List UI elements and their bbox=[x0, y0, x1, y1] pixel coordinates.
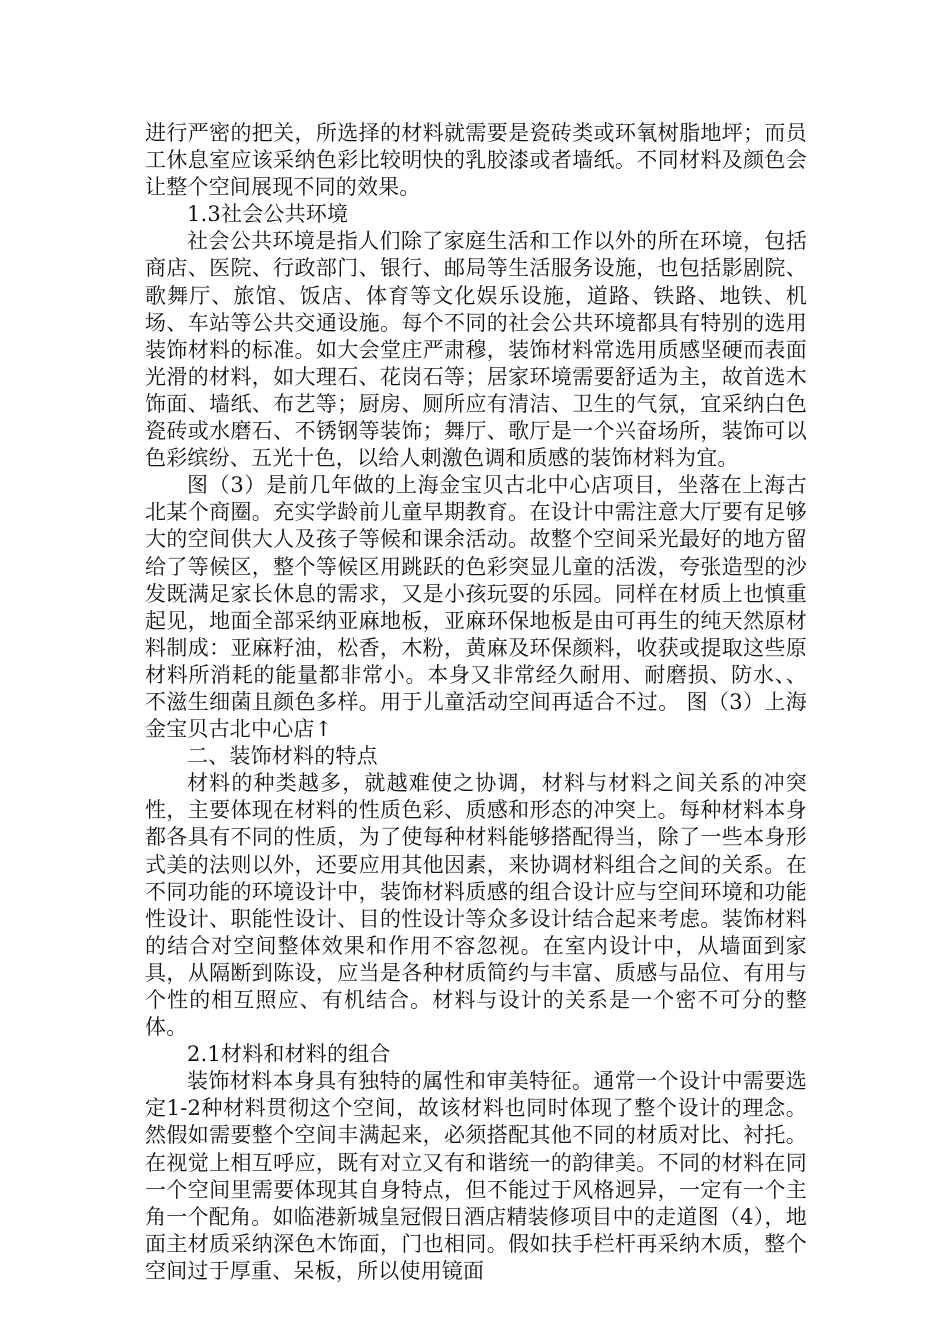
section-heading-1-3: 1.3社会公共环境 bbox=[187, 202, 349, 227]
section-heading-2-1: 2.1材料和材料的组合 bbox=[187, 1042, 391, 1067]
paragraph-public-environment: 社会公共环境是指人们除了家庭生活和工作以外的所在环境，包括商店、医院、行政部门、银行、邮局等生活服务设施，也包括影剧院、歌舞厅、旅馆、饭店、体育等文化娱乐设施，道路、铁路、地铁、机场、车站等公共交通设施。每个不同的社会公共环境都具有特别的选用装饰材料的标准。如大会堂庄严肃穆，装饰材料常选用质感坚硬而表面光滑的材料，如大理石、花岗石等；居家环境需要舒适为主，故首选木饰面、墙纸、布艺等；厨房、厕所应有清洁、卫生的气氛，宜采纳白色瓷砖或水磨石、不锈钢等装饰；舞厅、歌厅是一个兴奋场所，装饰可以色彩缤纷、五光十色，以给人刺激色调和质感的装饰材料为宜。 bbox=[145, 229, 807, 471]
document-body bbox=[145, 120, 807, 1285]
paragraph-material-combination: 装饰材料本身具有独特的属性和审美特征。通常一个设计中需要选定1-2种材料贯彻这个空间，故该材料也同时体现了整个设计的理念。然假如需要整个空间丰满起来，必须搭配其他不同的材质对比、衬托。在视觉上相互呼应，既有对立又有和谐统一的韵律美。不同的材料在同一个空间里需要体现其自身特点，但不能过于风格迥异，一定有一个主角一个配角。如临港新城皇冠假日酒店精装修项目中的走道图（4），地面主材质采纳深色木饰面，门也相同。假如扶手栏杆再采纳木质，整个空间过于厚重、呆板，所以使用镜面 bbox=[145, 1069, 807, 1283]
paragraph-gymboree-project: 图（3）是前几年做的上海金宝贝古北中心店项目，坐落在上海古北某个商圈。充实学龄前儿童早期教育。在设计中需注意大厅要有足够大的空间供大人及孩子等候和课余活动。故整个空间采光最好的地方留给了等候区，整个等候区用跳跃的色彩突显儿童的活泼，夸张造型的沙发既满足家长休息的需求，又是小孩玩耍的乐园。同样在材质上也慎重起见，地面全部采纳亚麻地板，亚麻环保地板是由可再生的纯天然原材料制成：亚麻籽油，松香，木粉，黄麻及环保颜料，收获或提取这些原材料所消耗的能量都非常小。本身又非常经久耐用、耐磨损、防水、、不滋生细菌且颜色多样。用于儿童活动空间再适合不过。 图（3）上海金宝贝古北中心店↑ bbox=[145, 473, 807, 742]
section-heading-2: 二、装饰材料的特点 bbox=[187, 744, 378, 769]
paragraph-office-materials: 进行严密的把关，所选择的材料就需要是瓷砖类或环氧树脂地坪；而员工休息室应该采纳色彩比较明快的乳胶漆或者墙纸。不同材料及颜色会让整个空间展现不同的效果。 bbox=[145, 121, 807, 200]
paragraph-material-features: 材料的种类越多，就越难使之协调，材料与材料之间关系的冲突性，主要体现在材料的性质色彩、质感和形态的冲突上。每种材料本身都各具有不同的性质，为了使每种材料能够搭配得当，除了一些本身形式美的法则以外，还要应用其他因素，来协调材料组合之间的关系。在不同功能的环境设计中，装饰材料质感的组合设计应与空间环境和功能性设计、职能性设计、目的性设计等众多设计结合起来考虑。装饰材料的结合对空间整体效果和作用不容忽视。在室内设计中，从墙面到家具，从隔断到陈设，应当是各种材质简约与丰富、质感与品位、有用与个性的相互照应、有机结合。材料与设计的关系是一个密不可分的整体。 bbox=[145, 771, 807, 1040]
